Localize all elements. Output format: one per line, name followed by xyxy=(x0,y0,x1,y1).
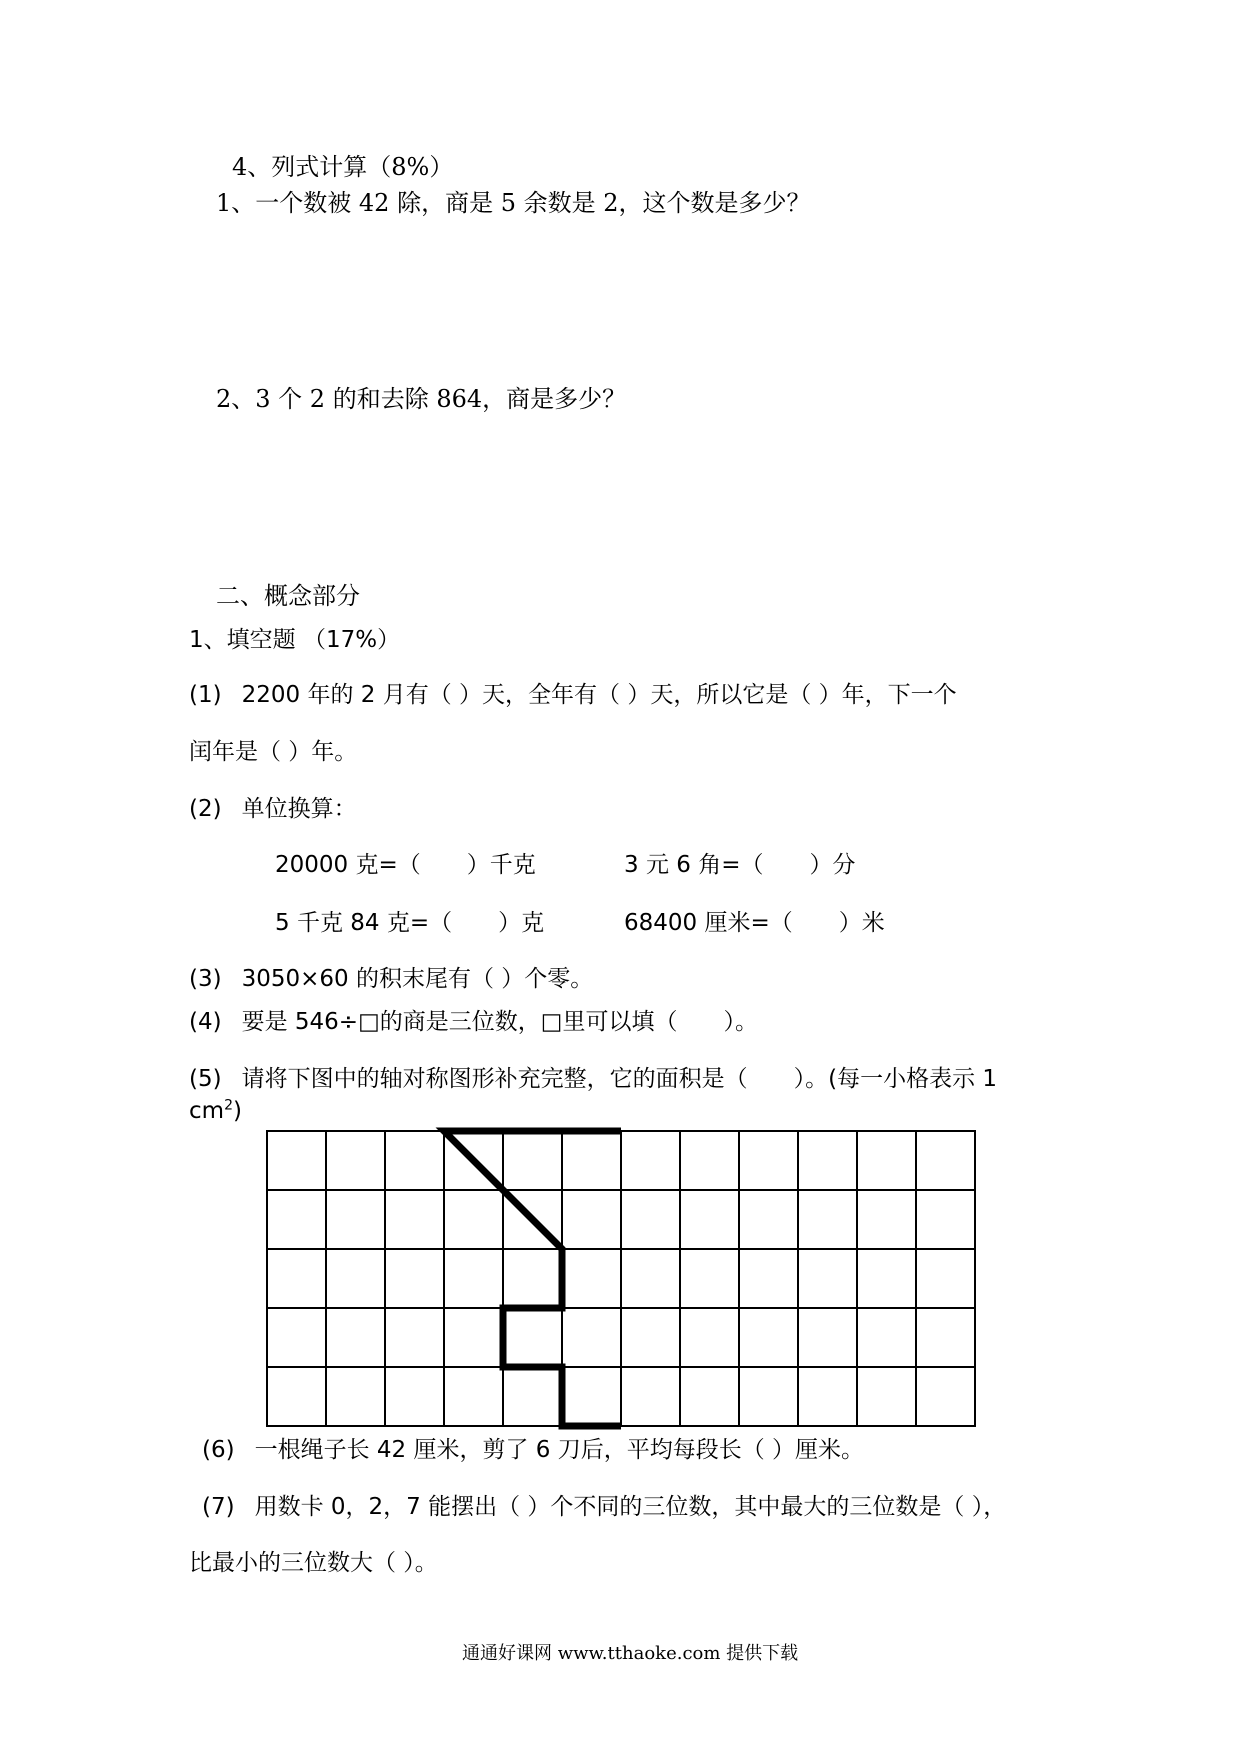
conversion-cm-m: 68400 厘米=（ ）米 xyxy=(624,910,885,936)
item-5-number: (5) xyxy=(189,1066,222,1092)
item-4-text: 要是 546÷□的商是三位数，□里可以填（ ）。 xyxy=(241,1009,759,1035)
section4-heading: 4、列式计算（8%） xyxy=(232,153,454,181)
item-6-number: (6) xyxy=(202,1437,235,1463)
item-1-continued: 闰年是（ ）年。 xyxy=(189,739,358,765)
grid-lines xyxy=(267,1131,975,1426)
unit-exponent: 2 xyxy=(224,1097,233,1114)
item-1-number: (1) xyxy=(189,682,222,708)
question-2: 2、3 个 2 的和去除 864，商是多少？ xyxy=(216,385,627,413)
item-7-continued: 比最小的三位数大（ ）。 xyxy=(189,1550,438,1576)
item-6-text: 一根绳子长 42 厘米，剪了 6 刀后，平均每段长（ ）厘米。 xyxy=(254,1437,865,1463)
unit-cm: cm xyxy=(189,1098,225,1124)
fill-blank-heading: 1、填空题 （17%） xyxy=(189,627,401,653)
conversion-yuan-fen: 3 元 6 角=（ ）分 xyxy=(624,852,856,878)
part2-heading: 二、概念部分 xyxy=(216,582,360,610)
conversion-grams-kg: 20000 克=（ ）千克 xyxy=(275,852,536,878)
footer-credit: 通通好课网 www.tthaoke.com 提供下载 xyxy=(462,1643,799,1664)
item-2-text: 单位换算： xyxy=(241,796,357,822)
item-1-text: 2200 年的 2 月有（ ）天，全年有（ ）天，所以它是（ ）年，下一个 xyxy=(241,682,957,708)
item-7-number: (7) xyxy=(202,1494,235,1520)
half-shape-outline xyxy=(444,1131,621,1426)
item-3-text: 3050×60 的积末尾有（ ）个零。 xyxy=(241,966,594,992)
item-3-number: (3) xyxy=(189,966,222,992)
item-5-text: 请将下图中的轴对称图形补充完整，它的面积是（ ）。(每一小格表示 1 xyxy=(241,1066,998,1092)
question-1: 1、一个数被 42 除，商是 5 余数是 2，这个数是多少？ xyxy=(216,189,811,217)
item-6 xyxy=(202,1435,864,1465)
unit-close-paren: ) xyxy=(232,1098,242,1124)
item-7 xyxy=(202,1492,1006,1522)
conversion-kg-grams: 5 千克 84 克=（ ）克 xyxy=(275,910,545,936)
item-2-number: (2) xyxy=(189,796,222,822)
item-4-number: (4) xyxy=(189,1009,222,1035)
item-7-text: 用数卡 0，2，7 能摆出（ ）个不同的三位数，其中最大的三位数是（ ）， xyxy=(254,1494,1007,1520)
